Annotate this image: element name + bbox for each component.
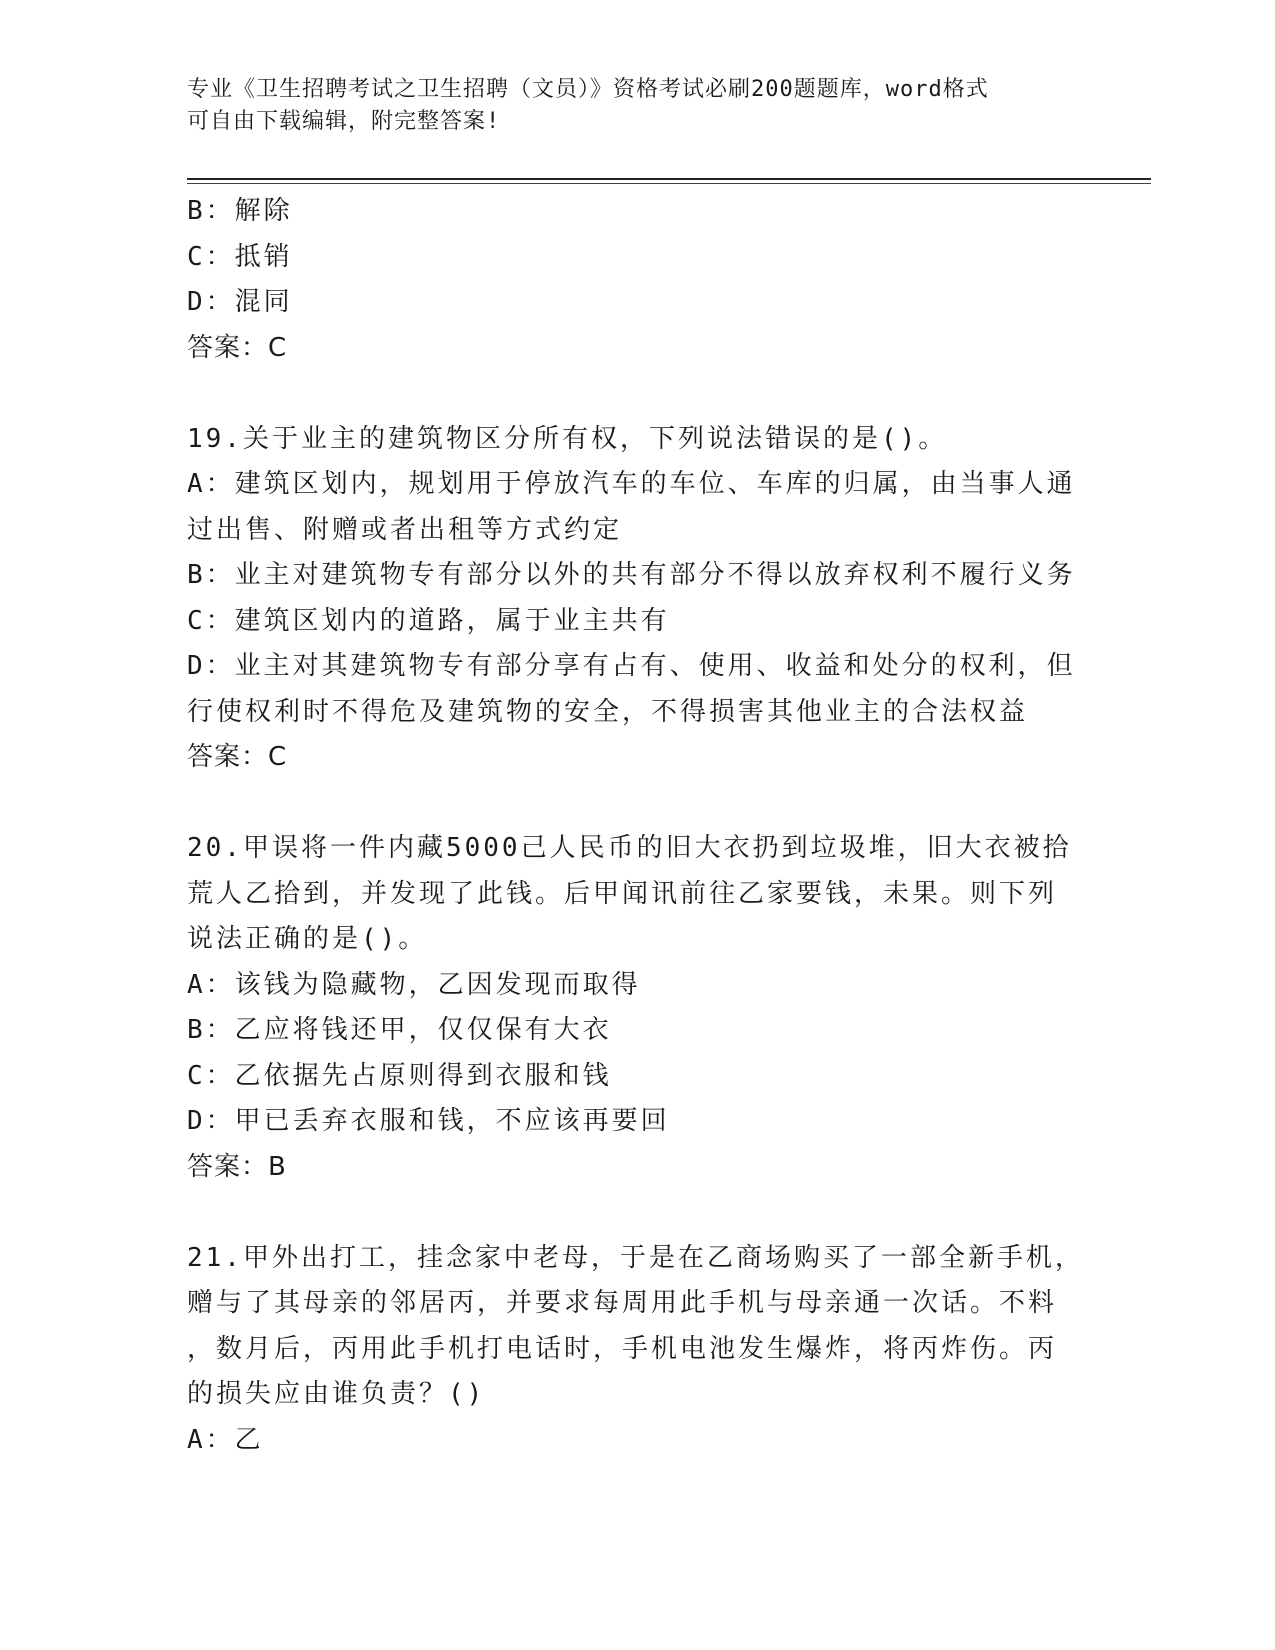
header-line-1: 专业《卫生招聘考试之卫生招聘（文员）》资格考试必刷200题题库，word格式 [187, 77, 989, 102]
question-stem-continued: 荒人乙拾到，并发现了此钱。后甲闻讯前往乙家要钱，未果。则下列 [187, 878, 1058, 909]
question-stem-continued: ，数月后，丙用此手机打电话时，手机电池发生爆炸，将丙炸伤。丙 [187, 1333, 1058, 1364]
question-19 [187, 417, 1087, 781]
option-b: B：业主对建筑物专有部分以外的共有部分不得以放弃权利不履行义务 [187, 560, 1076, 590]
question-21 [187, 1236, 1087, 1464]
option-d: D：甲已丢弃衣服和钱，不应该再要回 [187, 1106, 670, 1136]
option-a-continued: 过出售、附赠或者出租等方式约定 [187, 514, 623, 545]
spacer [187, 371, 1087, 417]
document-header [187, 74, 1067, 138]
header-line-2: 可自由下载编辑，附完整答案! [187, 109, 501, 134]
question-stem-continued: 的损失应由谁负责？() [187, 1379, 486, 1409]
option-b: B：解除 [187, 196, 293, 226]
header-rule-thin [187, 183, 1151, 184]
option-d: D：业主对其建筑物专有部分享有占有、使用、收益和处分的权利，但 [187, 651, 1076, 681]
option-a: A：乙 [187, 1424, 264, 1455]
option-d: D：混同 [187, 287, 293, 317]
option-c: C：乙依据先占原则得到衣服和钱 [187, 1060, 612, 1091]
question-20 [187, 826, 1087, 1190]
option-b: B：乙应将钱还甲，仅仅保有大衣 [187, 1015, 612, 1045]
option-c: C：抵销 [187, 241, 293, 272]
question-stem: 20.甲误将一件内藏5000己人民币的旧大衣扔到垃圾堆，旧大衣被拾 [187, 833, 1072, 863]
question-stem-continued: 赠与了其母亲的邻居丙，并要求每周用此手机与母亲通一次话。不料 [187, 1288, 1058, 1318]
option-a: A：建筑区划内，规划用于停放汽车的车位、车库的归属，由当事人通 [187, 469, 1076, 499]
answer-line: 答案：B [187, 1151, 287, 1182]
question-content [187, 189, 1087, 1463]
option-c: C：建筑区划内的道路，属于业主共有 [187, 605, 670, 636]
option-d-continued: 行使权利时不得危及建筑物的安全，不得损害其他业主的合法权益 [187, 696, 1029, 727]
spacer [187, 781, 1087, 827]
option-a: A：该钱为隐藏物，乙因发现而取得 [187, 969, 641, 1000]
previous-question-tail [187, 189, 1087, 371]
question-stem: 19.关于业主的建筑物区分所有权，下列说法错误的是()。 [187, 423, 948, 454]
spacer [187, 1190, 1087, 1236]
question-stem-continued: 说法正确的是()。 [187, 924, 428, 954]
header-rule-thick [187, 178, 1151, 180]
answer-line: 答案：C [187, 742, 288, 772]
answer-line: 答案：C [187, 332, 288, 363]
question-stem: 21.甲外出打工，挂念家中老母，于是在乙商场购买了一部全新手机， [187, 1242, 1084, 1273]
